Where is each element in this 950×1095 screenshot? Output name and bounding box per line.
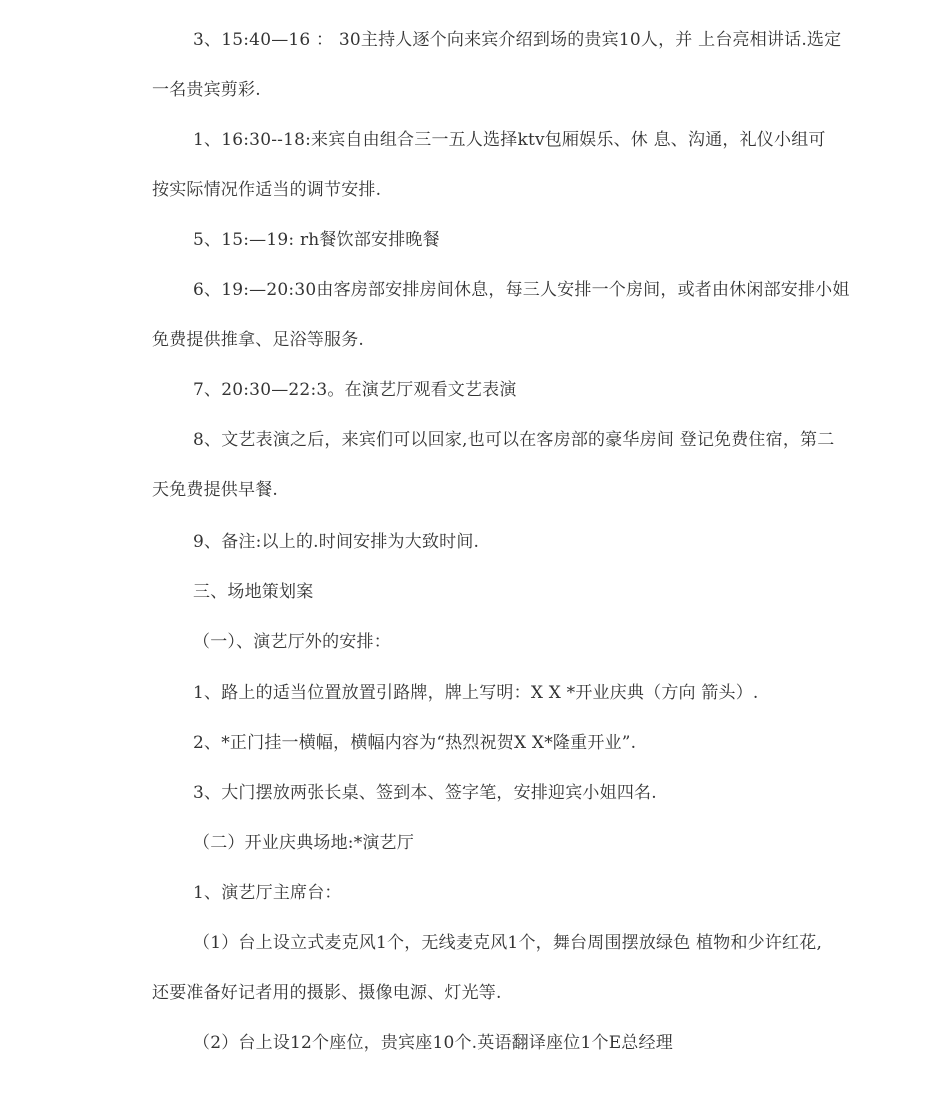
paragraph-line: 天免费提供早餐. — [152, 480, 279, 500]
paragraph-line: 免费提供推拿、足浴等服务. — [152, 330, 365, 350]
paragraph-line: 还要准备好记者用的摄影、摄像电源、灯光等. — [152, 983, 502, 1003]
paragraph-line: 1、演艺厅主席台： — [193, 883, 342, 903]
subsection-heading: （一）、演艺厅外的安排： — [193, 632, 391, 652]
paragraph-line: 5、15:—19: rh餐饮部安排晚餐 — [193, 230, 440, 250]
section-heading: 三、场地策划案 — [193, 582, 314, 602]
paragraph-line: （2）台上设12个座位，贵宾座10个.英语翻译座位1个E总经理 — [193, 1033, 673, 1053]
paragraph-line: 1、路上的适当位置放置引路牌，牌上写明：X X *开业庆典（方向 箭头）. — [193, 683, 759, 703]
paragraph-line: 3、15:40—16 ： 30主持人逐个向来宾介绍到场的贵宾10人，并 上台亮相讲话.选定 — [193, 30, 842, 50]
paragraph-line: 3、大门摆放两张长桌、签到本、签字笔，安排迎宾小姐四名. — [193, 783, 657, 803]
paragraph-line: 按实际情况作适当的调节安排. — [152, 180, 382, 200]
paragraph-line: 9、备注:以上的.时间安排为大致时间. — [193, 532, 480, 552]
paragraph-line: 8、文艺表演之后，来宾们可以回家,也可以在客房部的豪华房间 登记免费住宿，第二 — [193, 430, 835, 450]
paragraph-line: 1、16:30--18:来宾自由组合三一五人选择ktv包厢娱乐、休 息、沟通，礼仪小组可 — [193, 130, 826, 150]
paragraph-line: 一名贵宾剪彩. — [152, 80, 261, 100]
paragraph-line: 2、*正门挂一横幅，横幅内容为“热烈祝贺X X*隆重开业”. — [193, 733, 637, 753]
paragraph-line: 7、20:30—22:3。在演艺厅观看文艺表演 — [193, 380, 517, 400]
paragraph-line: （1）台上设立式麦克风1个，无线麦克风1个，舞台周围摆放绿色 植物和少许红花, — [193, 933, 823, 953]
subsection-heading: （二）开业庆典场地:*演艺厅 — [193, 833, 415, 853]
paragraph-line: 6、19:—20:30由客房部安排房间休息，每三人安排一个房间，或者由休闲部安排小姐 — [193, 280, 850, 300]
